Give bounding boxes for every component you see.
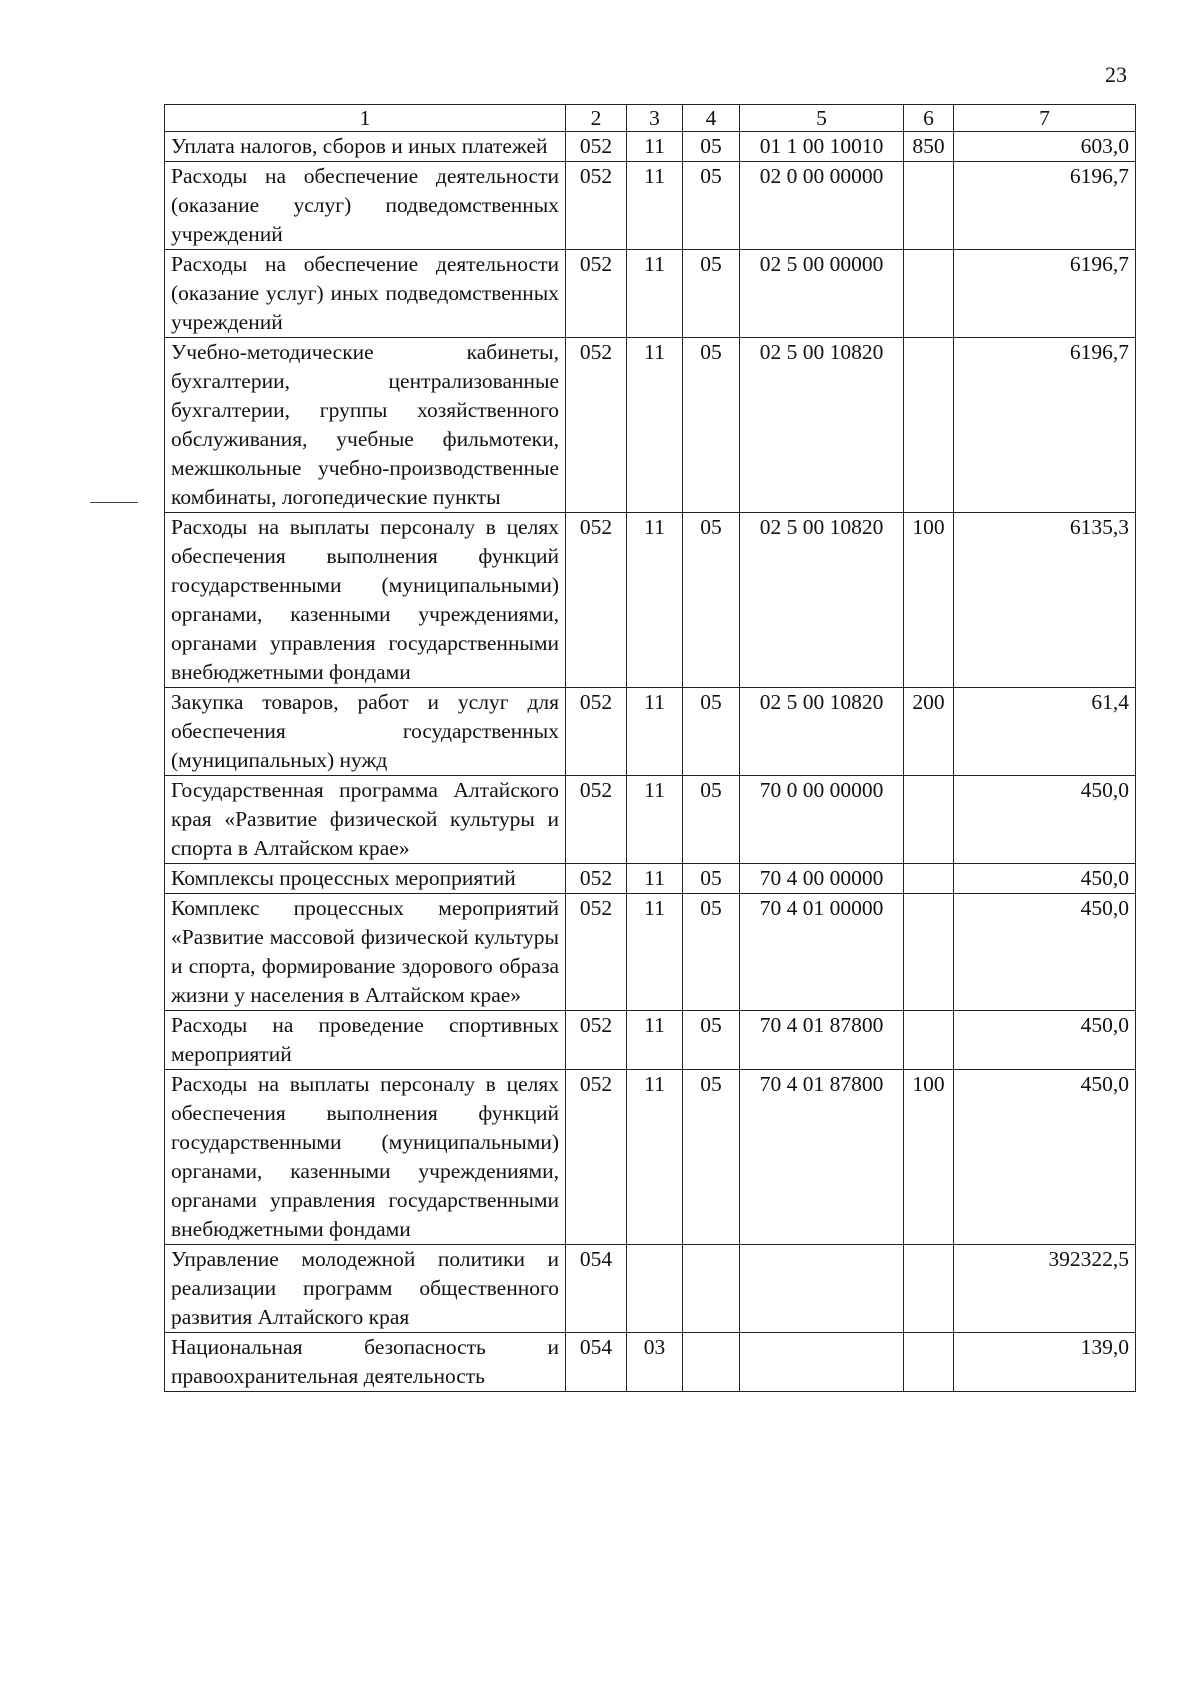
row-amount: 139,0: [954, 1333, 1136, 1392]
table-row: [165, 1245, 1136, 1333]
row-expense-type: 100: [904, 513, 954, 688]
row-subsection: 05: [683, 1011, 740, 1070]
row-ministry-code: 052: [566, 864, 627, 894]
table-row: [165, 688, 1136, 776]
row-section: 11: [627, 776, 683, 864]
row-ministry-code: 052: [566, 132, 627, 162]
row-name: Расходы на выплаты персоналу в целях обеспечения выполнения функций государственными (муниципальными) органами, казенными учреждениями, органами управления государственными внебюджетными фондами: [165, 513, 566, 688]
row-subsection: 05: [683, 894, 740, 1011]
row-amount: 6196,7: [954, 250, 1136, 338]
row-target-article: 70 4 01 87800: [740, 1011, 904, 1070]
row-expense-type: [904, 250, 954, 338]
table-row: [165, 338, 1136, 513]
header-col-4: 4: [683, 105, 740, 132]
row-amount: 450,0: [954, 894, 1136, 1011]
row-section: 03: [627, 1333, 683, 1392]
header-col-1: 1: [165, 105, 566, 132]
row-subsection: 05: [683, 513, 740, 688]
row-target-article: 70 4 00 00000: [740, 864, 904, 894]
row-ministry-code: 054: [566, 1333, 627, 1392]
row-ministry-code: 052: [566, 688, 627, 776]
row-expense-type: [904, 1333, 954, 1392]
row-section: [627, 1245, 683, 1333]
row-expense-type: [904, 338, 954, 513]
row-name: Комплекс процессных мероприятий «Развитие массовой физической культуры и спорта, формирование здорового образа жизни у населения в Алтайском крае»: [165, 894, 566, 1011]
row-amount: 603,0: [954, 132, 1136, 162]
row-subsection: 05: [683, 864, 740, 894]
row-section: 11: [627, 162, 683, 250]
row-amount: 450,0: [954, 776, 1136, 864]
row-target-article: 70 4 01 87800: [740, 1070, 904, 1245]
table-row: [165, 1070, 1136, 1245]
row-subsection: 05: [683, 776, 740, 864]
row-name: Учебно-методические кабинеты, бухгалтерии, централизованные бухгалтерии, группы хозяйственного обслуживания, учебные фильмотеки, межшкольные учебно-производственные комбинаты, логопедические пункты: [165, 338, 566, 513]
row-target-article: 01 1 00 10010: [740, 132, 904, 162]
row-ministry-code: 052: [566, 1011, 627, 1070]
row-expense-type: [904, 894, 954, 1011]
row-section: 11: [627, 894, 683, 1011]
header-col-6: 6: [904, 105, 954, 132]
row-subsection: 05: [683, 688, 740, 776]
row-name: Государственная программа Алтайского края «Развитие физической культуры и спорта в Алтайском крае»: [165, 776, 566, 864]
row-section: 11: [627, 864, 683, 894]
page-number: 23: [1105, 62, 1127, 87]
row-section: 11: [627, 513, 683, 688]
row-target-article: [740, 1245, 904, 1333]
table-header-row: [165, 105, 1136, 132]
row-subsection: [683, 1333, 740, 1392]
row-section: 11: [627, 250, 683, 338]
row-name: Национальная безопасность и правоохранительная деятельность: [165, 1333, 566, 1392]
row-name: Расходы на обеспечение деятельности (оказание услуг) иных подведомственных учреждений: [165, 250, 566, 338]
row-amount: 450,0: [954, 864, 1136, 894]
row-subsection: 05: [683, 250, 740, 338]
row-ministry-code: 052: [566, 894, 627, 1011]
row-name: Расходы на выплаты персоналу в целях обеспечения выполнения функций государственными (муниципальными) органами, казенными учреждениями, органами управления государственными внебюджетными фондами: [165, 1070, 566, 1245]
row-target-article: 70 4 01 00000: [740, 894, 904, 1011]
row-target-article: 70 0 00 00000: [740, 776, 904, 864]
row-amount: 450,0: [954, 1011, 1136, 1070]
table-row: [165, 864, 1136, 894]
row-name: Закупка товаров, работ и услуг для обеспечения государственных (муниципальных) нужд: [165, 688, 566, 776]
row-amount: 6196,7: [954, 162, 1136, 250]
row-name: Расходы на проведение спортивных мероприятий: [165, 1011, 566, 1070]
table-row: [165, 1333, 1136, 1392]
table-row: [165, 894, 1136, 1011]
row-section: 11: [627, 132, 683, 162]
row-subsection: [683, 1245, 740, 1333]
row-amount: 6135,3: [954, 513, 1136, 688]
row-name: Комплексы процессных мероприятий: [165, 864, 566, 894]
row-ministry-code: 052: [566, 250, 627, 338]
row-subsection: 05: [683, 132, 740, 162]
margin-dash: [90, 502, 138, 503]
row-amount: 61,4: [954, 688, 1136, 776]
row-ministry-code: 052: [566, 1070, 627, 1245]
header-col-7: 7: [954, 105, 1136, 132]
row-expense-type: 200: [904, 688, 954, 776]
row-amount: 450,0: [954, 1070, 1136, 1245]
row-expense-type: 850: [904, 132, 954, 162]
row-target-article: [740, 1333, 904, 1392]
row-section: 11: [627, 1070, 683, 1245]
row-ministry-code: 052: [566, 513, 627, 688]
table-row: [165, 1011, 1136, 1070]
row-amount: 392322,5: [954, 1245, 1136, 1333]
table-row: [165, 162, 1136, 250]
row-expense-type: [904, 1245, 954, 1333]
table-row: [165, 776, 1136, 864]
row-expense-type: [904, 776, 954, 864]
table-row: [165, 513, 1136, 688]
row-target-article: 02 5 00 00000: [740, 250, 904, 338]
row-subsection: 05: [683, 338, 740, 513]
table-row: [165, 132, 1136, 162]
row-target-article: 02 5 00 10820: [740, 513, 904, 688]
row-target-article: 02 0 00 00000: [740, 162, 904, 250]
header-col-5: 5: [740, 105, 904, 132]
row-expense-type: [904, 864, 954, 894]
row-section: 11: [627, 338, 683, 513]
row-ministry-code: 052: [566, 162, 627, 250]
row-ministry-code: 052: [566, 776, 627, 864]
row-ministry-code: 054: [566, 1245, 627, 1333]
table-row: [165, 250, 1136, 338]
row-name: Расходы на обеспечение деятельности (оказание услуг) подведомственных учреждений: [165, 162, 566, 250]
row-target-article: 02 5 00 10820: [740, 338, 904, 513]
row-subsection: 05: [683, 162, 740, 250]
row-target-article: 02 5 00 10820: [740, 688, 904, 776]
row-section: 11: [627, 1011, 683, 1070]
row-name: Уплата налогов, сборов и иных платежей: [165, 132, 566, 162]
row-expense-type: [904, 1011, 954, 1070]
row-name: Управление молодежной политики и реализации программ общественного развития Алтайского края: [165, 1245, 566, 1333]
row-expense-type: 100: [904, 1070, 954, 1245]
header-col-3: 3: [627, 105, 683, 132]
header-col-2: 2: [566, 105, 627, 132]
row-section: 11: [627, 688, 683, 776]
row-subsection: 05: [683, 1070, 740, 1245]
row-ministry-code: 052: [566, 338, 627, 513]
row-amount: 6196,7: [954, 338, 1136, 513]
budget-table: [164, 104, 1136, 1392]
row-expense-type: [904, 162, 954, 250]
